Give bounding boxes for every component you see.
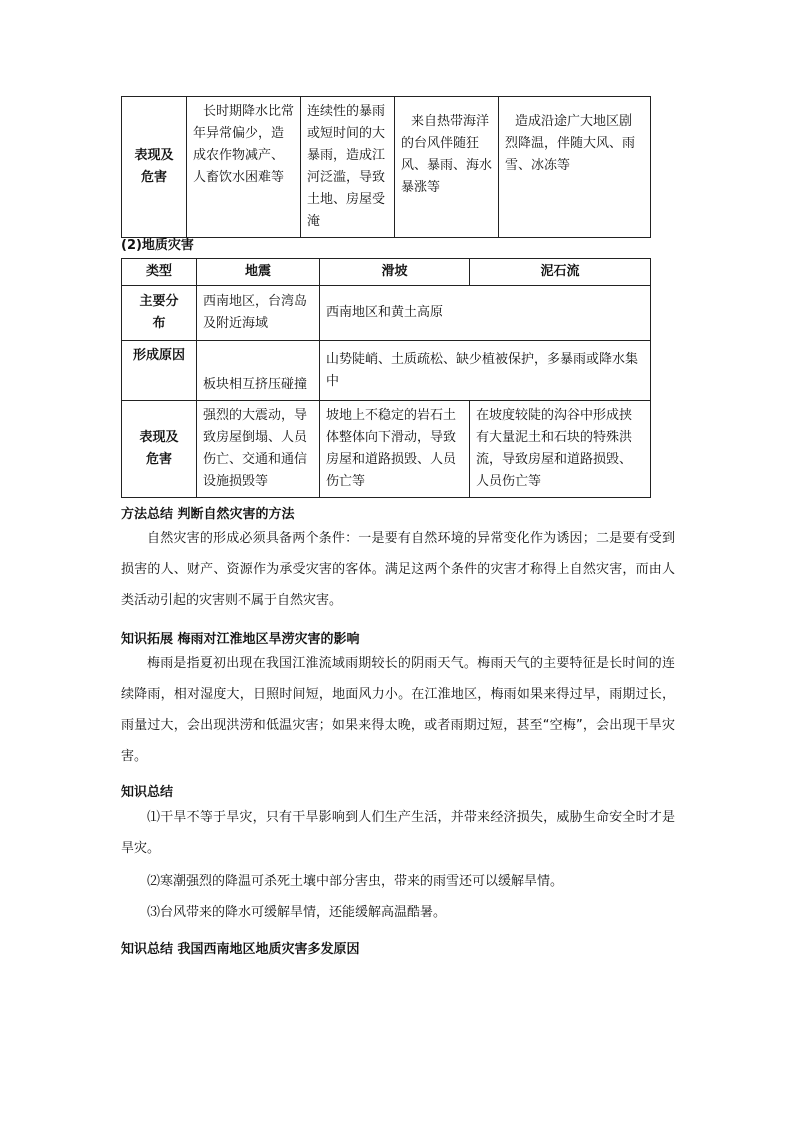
row-header-harm-2: 表现及危害 — [122, 401, 197, 498]
southwest-summary-heading: 知识总结 我国西南地区地质灾害多发原因 — [121, 942, 360, 957]
header-type: 类型 — [122, 259, 197, 286]
method-summary-heading: 方法总结 判断自然灾害的方法 — [121, 507, 295, 522]
row-header-harm: 表现及危害 — [122, 97, 187, 238]
section-title-geological: (2)地质灾害 — [121, 238, 194, 253]
header-earthquake: 地震 — [197, 259, 320, 286]
knowledge-summary-item-3: ⑶台风带来的降水可缓解旱情，还能缓解高温酷暑。 — [147, 905, 447, 920]
earthquake-harm-cell: 强烈的大震动，导致房屋倒塌、人员伤亡、交通和通信设施损毁等 — [197, 401, 320, 498]
landslide-harm-cell: 坡地上不稳定的岩石土体整体向下滑动，导致房屋和道路损毁、人员伤亡等 — [320, 401, 470, 498]
header-landslide: 滑坡 — [320, 259, 470, 286]
knowledge-summary-item-2: ⑵寒潮强烈的降温可杀死土壤中部分害虫，带来的雨雪还可以缓解旱情。 — [147, 874, 564, 889]
drought-harm-cell: 长时期降水比常年异常偏少，造成农作物减产、人畜饮水困难等 — [187, 97, 301, 238]
knowledge-extension-heading: 知识拓展 梅雨对江淮地区旱涝灾害的影响 — [121, 632, 360, 647]
knowledge-summary-item-1: ⑴干旱不等于旱灾，只有干旱影响到人们生产生活，并带来经济损失，威胁生命安全时才是旱灾。 — [121, 810, 675, 856]
row-header-cause: 形成原因 — [122, 341, 197, 401]
landslide-debris-cause-cell: 山势陡峭、土质疏松、缺少植被保护，多暴雨或降水集中 — [320, 341, 651, 401]
knowledge-summary-heading: 知识总结 — [121, 785, 174, 800]
typhoon-harm-cell: 来自热带海洋的台风伴随狂风、暴雨、海水暴涨等 — [395, 97, 499, 238]
earthquake-distribution-cell: 西南地区，台湾岛及附近海域 — [197, 286, 320, 341]
debris-flow-harm-cell: 在坡度较陡的沟谷中形成挟有大量泥土和石块的特殊洪流，导致房屋和道路损毁、人员伤亡等 — [470, 401, 651, 498]
header-debris-flow: 泥石流 — [470, 259, 651, 286]
meteorological-disaster-table — [121, 96, 651, 238]
method-summary-text: 自然灾害的形成必须具备两个条件：一是要有自然环境的异常变化作为诱因；二是要有受到损害的人、财产、资源作为承受灾害的客体。满足这两个条件的灾害才称得上自然灾害，而由人类活动引起的灾害则不属于自然灾害。 — [121, 531, 675, 608]
knowledge-extension-text: 梅雨是指夏初出现在我国江淮流域雨期较长的阴雨天气。梅雨天气的主要特征是长时间的连续降雨，相对湿度大，日照时间短，地面风力小。在江淮地区，梅雨如果来得过早，雨期过长，雨量过大，会出现洪涝和低温灾害；如果来得太晚，或者雨期过短，甚至“空梅”，会出现干旱灾害。 — [121, 656, 675, 764]
flood-harm-cell: 连续性的暴雨或短时间的大暴雨，造成江河泛滥，导致土地、房屋受淹 — [301, 97, 395, 238]
coldwave-harm-cell: 造成沿途广大地区剧烈降温，伴随大风、雨雪、冰冻等 — [499, 97, 651, 238]
row-header-distribution: 主要分布 — [122, 286, 197, 341]
earthquake-cause-cell: 板块相互挤压碰撞 — [197, 341, 320, 401]
landslide-debris-distribution-cell: 西南地区和黄土高原 — [320, 286, 651, 341]
geological-disaster-table — [121, 258, 651, 498]
